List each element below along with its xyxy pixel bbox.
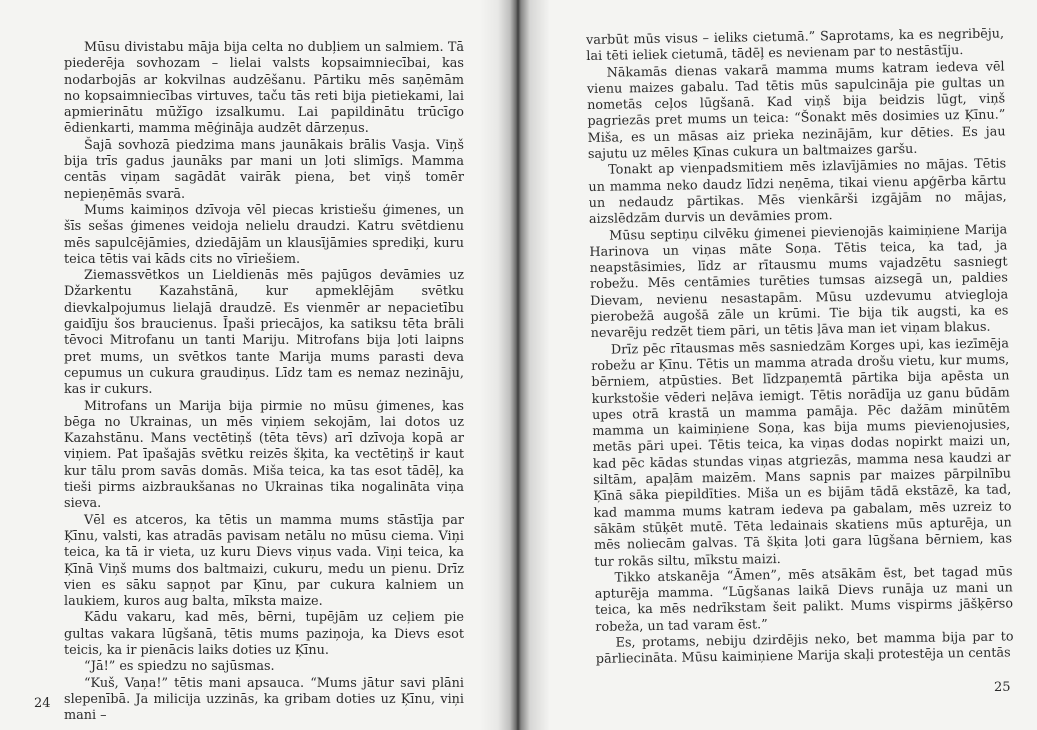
paragraph: Mums kaimiņos dzīvoja vēl piecas kristiešu ģimenes, un šīs sešas ģimenes veidoja nelielu draudzi. Katru svētdienu mēs sapulcējāmies, dziedājām un klausījāmies sprediķi, kuru teica tētis vai kāds cits no vīriešiem. [64, 202, 464, 267]
page-number-right: 25 [994, 680, 1011, 695]
right-page [520, 0, 1037, 730]
paragraph: Drīz pēc rītausmas mēs sasniedzām Korges upi, kas iezīmēja robežu ar Ķīnu. Tētis un mamma atrada drošu vietu, kur mums, bērniem, atpūsties. Bet līdzpaņemtā pārtika bija apēsta un kurkstošie vēderi neļāva iemigt. Tētis norādīja uz ganu būdām upes otrā krastā un mamma pamāja. Pēc dažām minūtēm mamma un kaimiņiene Soņa, kas bija mums pievienojusies, metās pāri upei. Tētis teica, ka viņas dodas nopirkt maizi un, kad pēc kādas stundas viņas atgriezās, mamma nesa kaudzi ar siltām, apaļām maizēm. Mans sapnis par maizes pārpilnību Ķīnā sāka piepildīties. Miša un es bijām tādā ekstāzē, ka tad, kad mamma mums katram iedeva pa gabalam, mēs uzreiz to sākām stūķēt mutē. Tēta ledainais skatiens mūs apturēja, un mēs noliecām galvas. Tā šķita ļoti gara lūgšana bērniem, kas tur rokās siltu, mīkstu maizi. [591, 336, 1013, 570]
paragraph: Tikko atskanēja “Āmen”, mēs atsākām ēst, bet tagad mūs apturēja mamma. “Lūgšanas laikā Dievs runāja uz mani un teica, ka mēs nedrīkstam šeit palikt. Mums vispirms jāšķērso robeža, un tad varam ēst.” [594, 564, 1014, 635]
paragraph: varbūt mūs visus – ieliks cietumā.” Saprotams, ka es negribēju, lai tēti ieliek cietumā, tādēļ es nevienam par to nestāstīju. [586, 26, 1005, 65]
paragraph: Vēl es atceros, ka tētis un mamma mums stāstīja par Ķīnu, valsti, kas atradās pavisam netālu no mūsu ciema. Viņi teica, ka tā ir vieta, uz kuru Dievs viņus vada. Viņi teica, ka Ķīnā Viņš mums dos baltmaizi, cukuru, medu un pienu. Drīz vien es sāku sapņot par Ķīnu, par cukura kalniem un laukiem, kuros aug balta, mīksta maize. [64, 512, 464, 610]
paragraph: Šajā sovhozā piedzima mans jaunākais brālis Vasja. Viņš bija trīs gadus jaunāks par mani un ļoti slimīgs. Mamma centās viņam sagādāt vairāk piena, bet viņš tomēr nepieņēmās svarā. [64, 137, 464, 202]
paragraph: Es, protams, nebiju dzirdējis neko, bet mamma bija par to pārliecināta. Mūsu kaimiņiene Marija skaļi protestēja un centās [595, 629, 1014, 668]
left-page-text [64, 40, 464, 724]
paragraph: Nākamās dienas vakarā mamma mums katram iedeva vēl vienu maizes gabalu. Tad tētis mūs sapulcināja pie gultas un nometās ceļos lūgšanā. Kad viņš bija beidzis lūgt, viņš pagriezās pret mums un teica: “Šonakt mēs dosimies uz Ķīnu.” Miša, es un māsas aiz prieka nezinājām, kur dēties. Es jau sajutu uz mēles Ķīnas cukura un baltmaizes garšu. [586, 59, 1006, 163]
paragraph: “Kuš, Vaņa!” tētis mani apsauca. “Mums jātur savi plāni slepenībā. Ja milicija uzzinās, ka gribam doties uz Ķīnu, viņi mani – [64, 675, 464, 724]
paragraph: Mūsu divistabu māja bija celta no dubļiem un salmiem. Tā piederēja sovhozam – lielai valsts kopsaimniecībai, kas nodarbojās ar kokvilnas audzēšanu. Pārtiku mēs saņēmām no kopsaimniecības virtuves, taču tās reti bija pietiekami, lai apmierinātu mūžīgo izsalkumu. Lai papildinātu trūcīgo ēdienkarti, mamma mēģināja audzēt dārzeņus. [64, 40, 464, 137]
paragraph: Tonakt ap vienpadsmitiem mēs izlavījāmies no mājas. Tētis un mamma neko daudz līdzi neņēma, tikai vienu apģērba kārtu un nedaudz pārtikas. Mēs vienkārši izgājām no mājas, aizslēdzām durvis un devāmies prom. [588, 156, 1007, 228]
paragraph: Mūsu septiņu cilvēku ģimenei pievienojās kaimiņiene Marija Harinova un viņas māte Soņa. Tētis teica, ka tad, ja neapstāsimies, līdz ar rītausmu mums vajadzētu sasniegt robežu. Mēs centāmies turēties tumsas aizsegā un, paldies Dievam, nevienu nesastapām. Mūsu uzdevumu atviegloja pierobežā augošā zāle un krūmi. Tie bija tik augsti, ka es nevarēju redzēt tiem pāri, un tētis ļāva man iet viņam blakus. [589, 221, 1009, 342]
paragraph: “Jā!” es spiedzu no sajūsmas. [84, 659, 275, 675]
paragraph: Kādu vakaru, kad mēs, bērni, tupējām uz ceļiem pie gultas vakara lūgšanā, tētis mums paziņoja, ka Dievs esot teicis, ka ir pienācis laiks doties uz Ķīnu. [64, 610, 464, 658]
paragraph: Mitrofans un Marija bija pirmie no mūsu ģimenes, kas bēga no Ukrainas, un mēs viņiem sekojām, lai dotos uz Kazahstānu. Mans vectētiņš (tēta tēvs) arī dzīvoja kopā ar viņiem. Pat īpašajās svētku reizēs šķita, ka vectētiņš ir kaut kur tālu prom savās domās. Miša teica, ka tas esot tādēļ, ka tieši pirms aizbraukšanas no Ukrainas tika nogalināta viņa sieva. [64, 398, 464, 512]
right-page-text [586, 26, 1014, 668]
paragraph: Ziemassvētkos un Lieldienās mēs pajūgos devāmies uz Džarkentu Kazahstānā, kur apmeklējām svētku dievkalpojumus lielajā draudzē. Es vienmēr ar nepacietību gaidīju šos braucienus. Īpaši priecājos, ka satiksu tēta brāli tēvoci Mitrofanu un tanti Mariju. Mitrofans bija ļoti laipns pret mums, un svētkos tante Marija mums parasti deva cepumus un cukura graudiņus. Līdz tam es nemaz nezināju, kas ir cukurs. [64, 268, 464, 398]
page-number-left: 24 [34, 696, 51, 711]
